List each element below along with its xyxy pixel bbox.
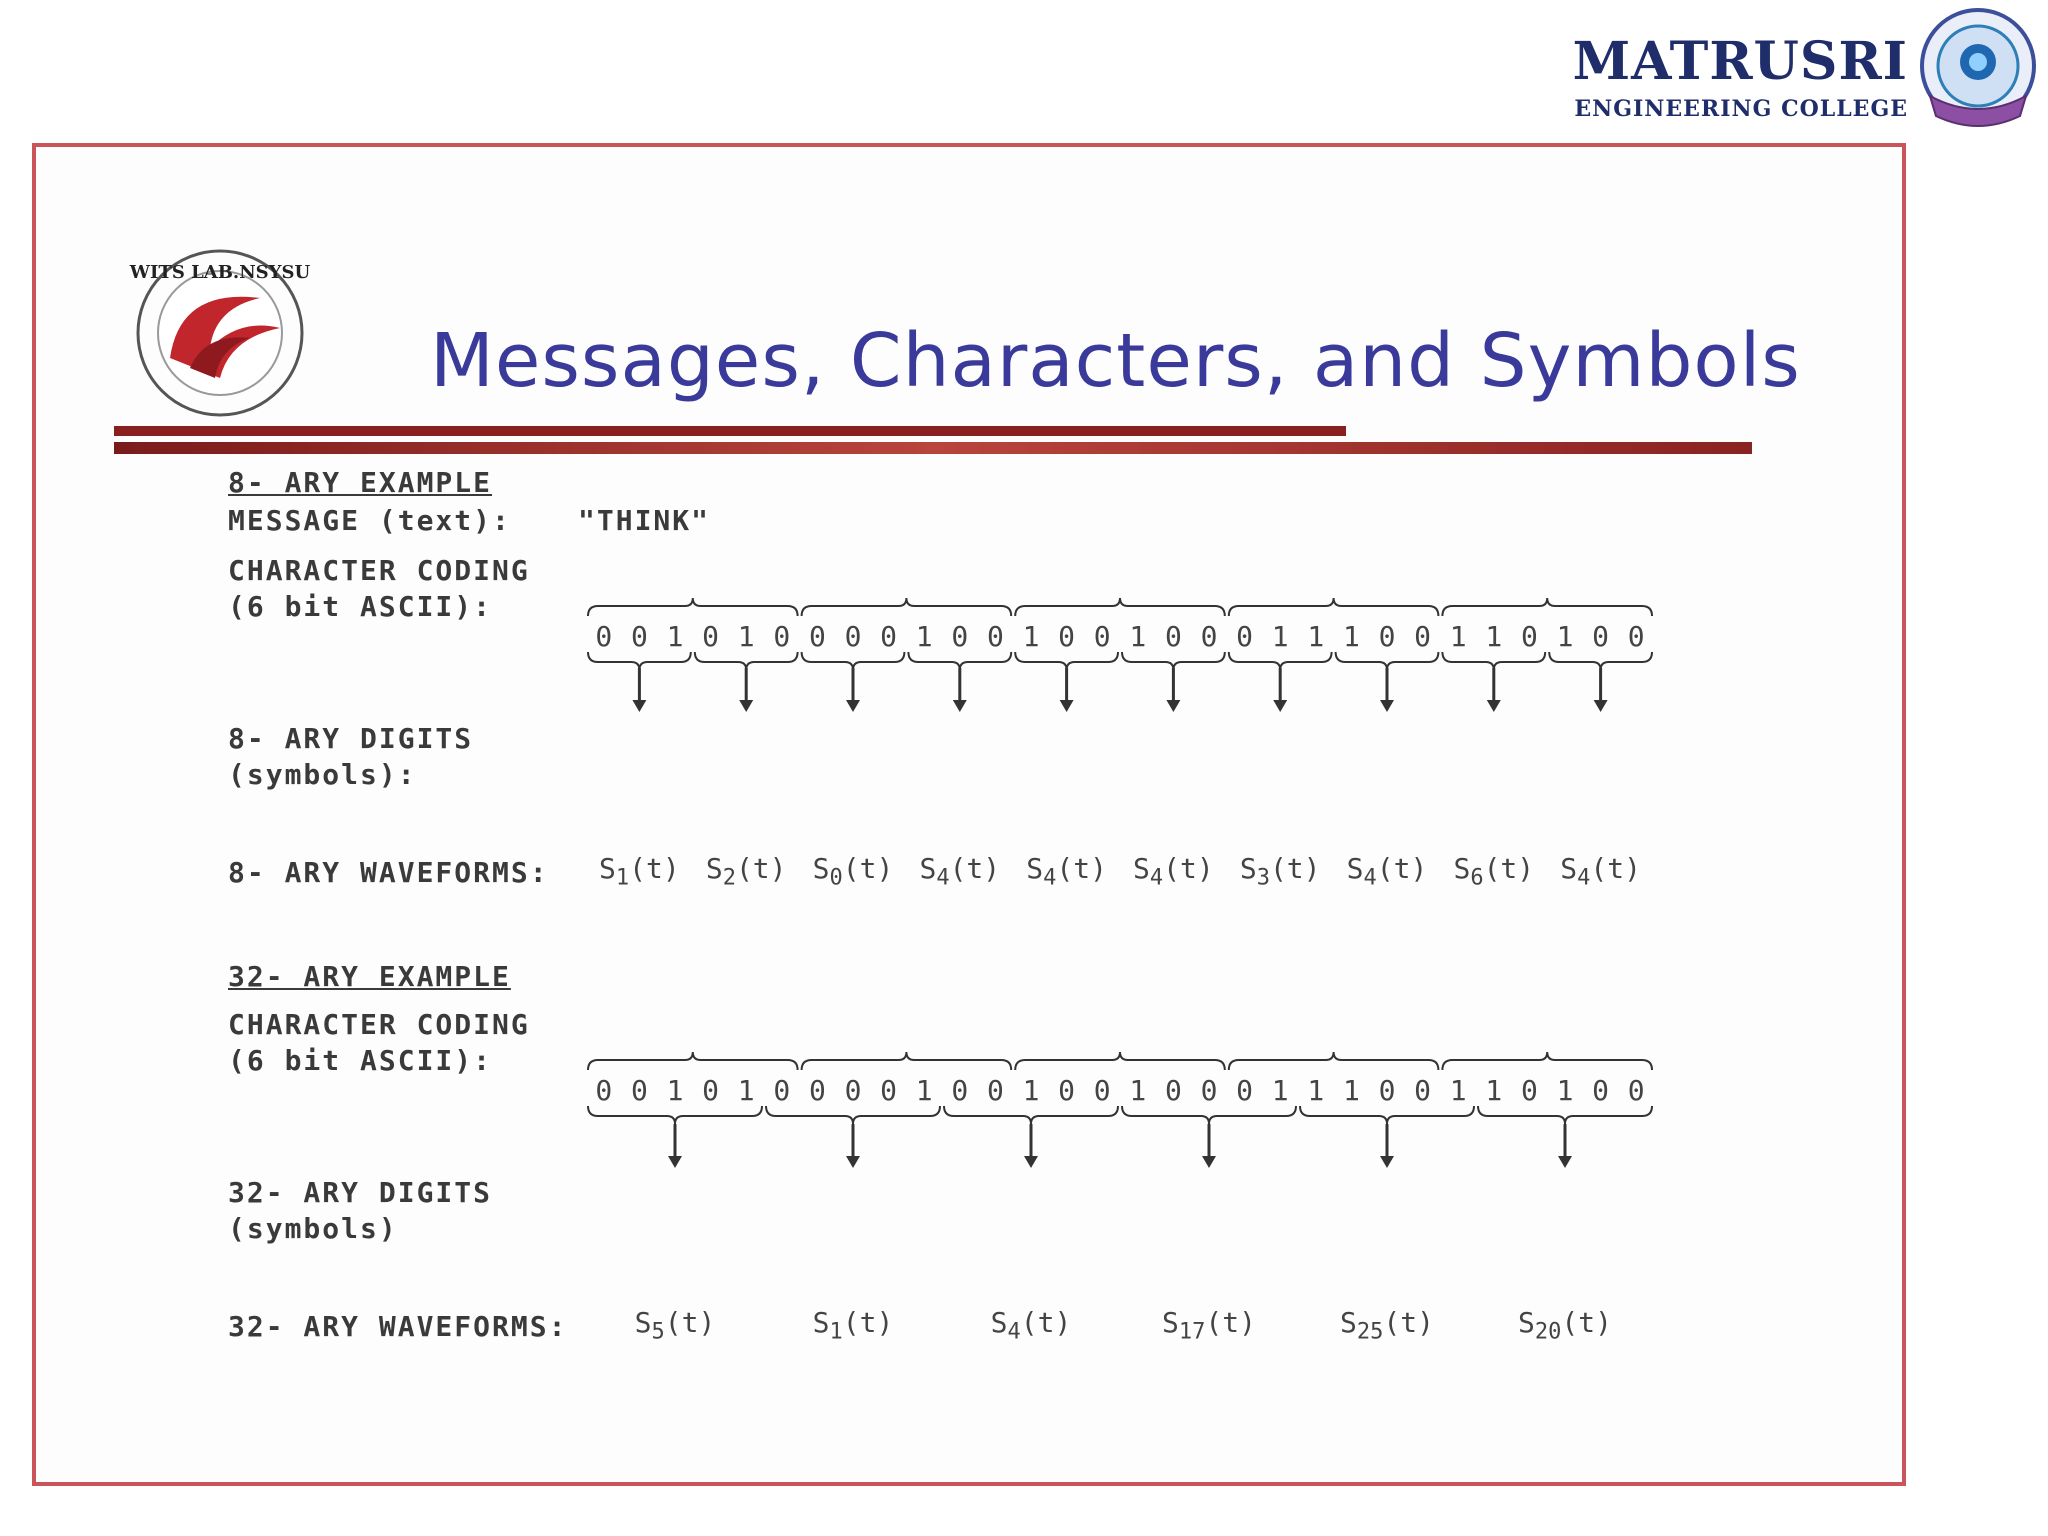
bit: 0 [1093,620,1111,653]
waveform-letter: S [919,852,937,885]
waveform-index: 6 [1470,865,1484,891]
char-brace-top [1442,598,1652,616]
bit: 1 [666,620,684,653]
symbol-brace-bottom [1478,1106,1652,1124]
arrow-head [1202,1156,1216,1168]
waveform-index: 2 [722,865,736,891]
bit: 1 [1307,620,1325,653]
waveform-time: (t) [1020,1306,1072,1339]
symbol-brace-bottom [1122,1106,1296,1124]
waveform-letter: S [705,852,723,885]
symbol-brace-bottom [695,652,798,670]
symbol-brace-bottom [1549,652,1652,670]
char-brace-top [802,598,1012,616]
bit: 0 [1592,620,1610,653]
bit: 1 [1342,1074,1360,1107]
waveform-index: 4 [1577,865,1591,891]
arrow-head [1594,700,1608,712]
bit: 1 [1485,1074,1503,1107]
waveform-time: (t) [1383,1306,1434,1339]
symbol-brace-bottom [766,1106,940,1124]
bit: 0 [1200,620,1218,653]
bit: 0 [1164,1074,1182,1107]
waveform-index: 20 [1534,1319,1562,1345]
character-coding-label-32: CHARACTER CODING [228,1008,530,1041]
char-brace-top [1015,1052,1225,1070]
bit: 0 [1592,1074,1610,1107]
bit: 0 [1378,1074,1396,1107]
bit: 0 [702,1074,720,1107]
waveform-time: (t) [735,852,787,885]
bit: 1 [915,620,933,653]
waveform-time: (t) [629,852,680,885]
bit: 0 [986,620,1004,653]
arrow-head [846,700,860,712]
bit: 1 [1556,1074,1574,1107]
char-brace-top [588,598,798,616]
char-brace-top [1442,1052,1652,1070]
waveform-letter: S [1340,1306,1357,1339]
bit: 0 [1058,1074,1076,1107]
arrow-head [1024,1156,1038,1168]
waveform-letter: S [1026,852,1044,885]
arrow-head [1166,700,1180,712]
bit: 1 [1022,1074,1040,1107]
bit: 0 [595,620,613,653]
bit: 0 [844,620,862,653]
bit: 0 [1236,620,1254,653]
bit: 0 [1414,1074,1432,1107]
char-brace-top [588,1052,798,1070]
waveform-time: (t) [1590,852,1641,885]
waveform-time: (t) [1269,852,1321,885]
waveform-time: (t) [949,852,1001,885]
bit: 1 [737,620,755,653]
char-brace-top [1229,1052,1439,1070]
waveform-time: (t) [1163,852,1214,885]
character-coding-label: CHARACTER CODING [228,554,530,587]
bit: 0 [1236,1074,1254,1107]
bit: 0 [1378,620,1396,653]
bit: 1 [915,1074,933,1107]
bit: 0 [844,1074,862,1107]
arrow-head [668,1156,682,1168]
arrow-head [632,700,646,712]
waveform-time: (t) [842,1306,894,1339]
thirty-two-ary-digits-label: 32- ARY DIGITS [228,1176,493,1209]
waveform-letter: S [599,852,616,885]
symbol-brace-bottom [588,1106,762,1124]
bit: 1 [1342,620,1360,653]
bit: 1 [1271,620,1289,653]
symbol-brace-bottom [588,652,691,670]
waveform-index: 1 [829,1319,843,1345]
college-name: MATRUSRI [1572,31,1908,92]
waveform-letter: S [812,852,830,885]
bit: 0 [1414,620,1432,653]
bit: 0 [773,1074,791,1107]
eight-ary-digits-label: 8- ARY DIGITS [228,722,474,755]
waveform-time: (t) [664,1306,716,1339]
bit: 0 [1093,1074,1111,1107]
waveform-time: (t) [1561,1306,1612,1339]
waveform-letter: S [1162,1306,1179,1339]
bit: 0 [1164,620,1182,653]
waveform-letter: S [812,1306,830,1339]
bit: 0 [1520,1074,1538,1107]
wits-logo-arc-text: WITS LAB.NSYSU [129,262,311,283]
message-label: MESSAGE (text): [228,504,511,537]
waveform-index: 1 [615,865,630,891]
bit: 0 [630,620,648,653]
char-brace-top [1015,598,1225,616]
bit: 0 [1627,620,1645,653]
waveform-letter: S [1453,852,1471,885]
waveform-letter: S [1346,852,1364,885]
waveform-index: 4 [1149,865,1164,891]
waveform-index: 0 [829,865,843,891]
bit: 0 [1058,620,1076,653]
bit: 0 [808,1074,826,1107]
character-coding-sublabel: (6 bit ASCII): [228,590,493,623]
waveform-index: 4 [1363,865,1377,891]
bit: 0 [951,1074,969,1107]
waveform-letter: S [1133,852,1150,885]
bit: 0 [1627,1074,1645,1107]
symbol-brace-bottom [944,1106,1118,1124]
bit: 1 [1271,1074,1289,1107]
waveform-letter: S [1239,852,1257,885]
bit: 1 [737,1074,755,1107]
char-brace-top [1229,598,1439,616]
character-coding-sublabel-32: (6 bit ASCII): [228,1044,493,1077]
waveform-index: 25 [1356,1319,1384,1345]
eight-ary-heading: 8- ARY EXAMPLE [228,466,493,499]
bit: 0 [808,620,826,653]
bit: 1 [1129,1074,1147,1107]
eight-ary-digits-sublabel: (symbols): [228,758,417,791]
waveform-index: 5 [651,1319,665,1345]
bit: 0 [595,1074,613,1107]
bit: 1 [1022,620,1040,653]
bit: 1 [666,1074,684,1107]
symbol-brace-bottom [1229,652,1332,670]
arrow-head [739,700,753,712]
bit: 0 [630,1074,648,1107]
bit: 1 [1307,1074,1325,1107]
waveform-time: (t) [1205,1306,1256,1339]
bit: 0 [986,1074,1004,1107]
waveform-index: 3 [1256,865,1270,891]
bit: 0 [1520,620,1538,653]
waveform-time: (t) [842,852,894,885]
bit: 1 [1485,620,1503,653]
symbol-brace-bottom [1122,652,1225,670]
thirty-two-ary-heading: 32- ARY EXAMPLE [228,960,511,993]
waveform-time: (t) [1056,852,1107,885]
symbol-brace-bottom [1442,652,1545,670]
bit: 0 [880,620,898,653]
waveform-index: 4 [936,865,950,891]
waveform-time: (t) [1483,852,1535,885]
slide-title: Messages, Characters, and Symbols [430,318,1801,404]
waveform-index: 4 [1007,1319,1021,1345]
bit: 0 [1200,1074,1218,1107]
bit: 0 [951,620,969,653]
symbol-brace-bottom [1300,1106,1474,1124]
waveform-index: 17 [1178,1319,1206,1345]
waveform-letter: S [990,1306,1008,1339]
bit: 0 [702,620,720,653]
waveform-letter: S [634,1306,652,1339]
symbol-brace-bottom [1336,652,1439,670]
bit: 1 [1556,620,1574,653]
symbol-brace-bottom [802,652,905,670]
arrow-head [1558,1156,1572,1168]
arrow-head [846,1156,860,1168]
arrow-head [1380,1156,1394,1168]
waveform-index: 4 [1043,865,1057,891]
bit: 1 [1449,1074,1467,1107]
college-subtitle: ENGINEERING COLLEGE [1574,96,1908,122]
arrow-head [1273,700,1287,712]
symbol-brace-bottom [908,652,1011,670]
bit: 1 [1449,620,1467,653]
arrow-head [1487,700,1501,712]
thirty-two-ary-digits-sublabel: (symbols) [228,1212,398,1245]
eight-ary-waveforms-label: 8- ARY WAVEFORMS: [228,856,549,889]
symbol-brace-bottom [1015,652,1118,670]
arrow-head [1380,700,1394,712]
bit: 0 [773,620,791,653]
bit: 1 [1129,620,1147,653]
arrow-head [1060,700,1074,712]
arrow-head [953,700,967,712]
char-brace-top [802,1052,1012,1070]
waveform-letter: S [1518,1306,1535,1339]
waveform-letter: S [1560,852,1578,885]
waveform-time: (t) [1376,852,1428,885]
thirty-two-ary-waveforms-label: 32- ARY WAVEFORMS: [228,1310,568,1343]
bit: 0 [880,1074,898,1107]
message-value: "THINK" [578,504,711,537]
